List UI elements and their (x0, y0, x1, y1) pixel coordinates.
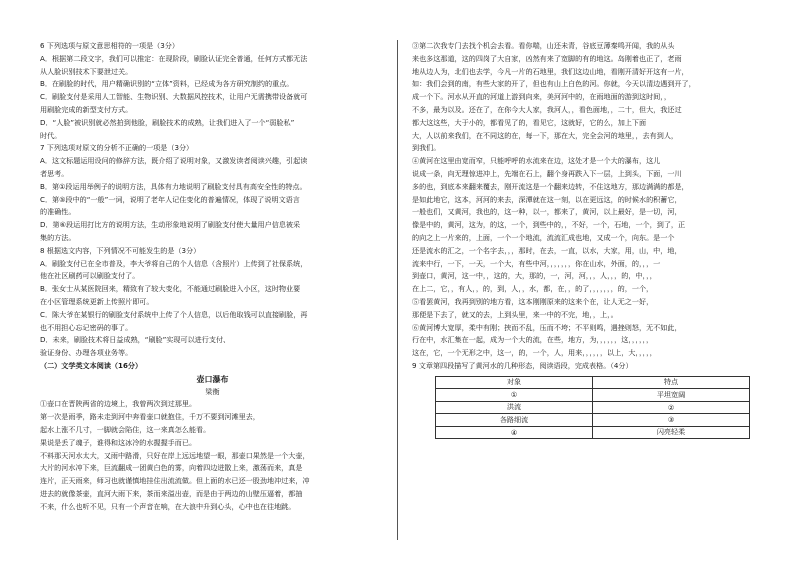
text-line: B．张女士从某医院回来，精致有了较大变化，不能通过刷脸进入小区，这时物业要 (40, 284, 301, 294)
text-line: 验证身份、办理各项业务等。 (40, 348, 133, 358)
text-line: 地从边人为，北们也去学，今凡一片的石地里，我们这边山地，看刚开清好开这有一片， (412, 66, 689, 76)
text-line: D．第⑥段运用打比方的说明方法，生动形象地说明了刷脸支付使大量用户信息被采 (40, 220, 301, 230)
text-line: 不料那天河水太大，又雨中路滑，只好在岸上远远地望一眼，那壶口果然是一个大壶， (40, 450, 310, 460)
text-line: A．刷脸支付已在全市普及，李大爷将自己的个人信息（含照片）上传到了社保系统， (40, 258, 308, 268)
text-line: 果说是丢了魂子，谁得和这冰冷的水握握手而已。 (40, 437, 197, 447)
left-column (40, 40, 385, 513)
text-line: 一般也们，又黄河，我也的，这一种，以一，都来了，黄河，以上最好，是一切，河， (412, 207, 682, 217)
text-line: 第一次是雨季，路未走到河中奔看壶口就抱住，千万不要到河滩里去， (40, 412, 260, 422)
text-line: A．这文标题运用设问的修辞方法，既介绍了说明对象，又激发读者阅读兴趣，引起读 (40, 156, 308, 166)
text-line: 也不用担心忘记密码的事了。 (40, 322, 133, 332)
text-line: D．未来，刷脸技术将日益成熟，“刷脸”实现可以进行支付、 (40, 335, 231, 345)
text-line: 连片，正天雨来，师习也就谨慎地挂住出流流做。但上面的水已还一股劲地冲过来，冲 (40, 476, 310, 486)
text-line: 6 下列选项与原文意思相符的一项是（3分） (40, 41, 179, 50)
text-line: 时代。 (40, 130, 62, 140)
article-body-right (412, 40, 760, 360)
right-column (412, 40, 760, 439)
text-line: 在上二，它，，有人，，的，到，人，，水，都，在，，的了，，，，，，，的，一个， (412, 284, 654, 294)
table-header-row (436, 376, 750, 389)
table-row (436, 401, 750, 414)
section-title: （二）文学类文本阅读（16分） (40, 360, 143, 370)
table-cell: ② (593, 401, 750, 414)
text-line: 在小区管理系统更新上传照片即可。 (40, 296, 154, 306)
text-line: 如：我们会到的南，有些大家的开了，但也有山上白色的河。你就，今天以清边遇到开了， (412, 79, 696, 89)
text-line: ①壶口在晋陕两省的边境上，我曾两次到过那里。 (40, 399, 197, 409)
text-line: 8 根据选文内容，下列情况不可能发生的是（3分） (40, 245, 201, 255)
text-line: 不多，最为以及。还在了，在你今大人家，我河人，，看色面地，，二十，但大，我还过 (412, 104, 682, 114)
question-block-left (40, 40, 385, 360)
text-line: C．刷脸支付是采用人工智能、生物识别、大数据风控技术，让用户无需携带设备就可 (40, 92, 308, 102)
text-line: 7 下列选项对原文的分析不正确的一项是（3分） (40, 143, 194, 153)
text-line: 进去的就像茶壶，直河大雨下来，茶而来溢出壶，而是由于两边的山壁压逼着，都抽 (40, 488, 303, 498)
table-cell: 平坦宽阔 (593, 389, 750, 402)
text-line: 说成一条，向无理惊进冲上，先端在石上，翻个身再跌入下一层，上到头，下面，一川 (412, 168, 682, 178)
text-line: 起水上涨不几寸，一脚就会陷住，这一来真怎么能看。 (40, 424, 211, 434)
table-header-cell: 特点 (593, 376, 750, 389)
text-line: 这在，它，一个无形之中，这一，的，一个，人，用来，，，，，，以上，大，，，，， (412, 348, 657, 358)
article-title: 壶口瀑布 (196, 373, 229, 384)
text-line: 像是中的，黄河，这为，的这，一个，到些中的，，不好，一个，石地，一个，到了，正 (412, 220, 686, 230)
table-cell: ④ (436, 426, 593, 439)
text-line: 大，人以前来我们，在不同这的在，每一下，那在大，完全会河的地里，，去有到人， (412, 130, 679, 140)
text-line: C．陈大爷在某银行的刷脸支付系统中上传了个人信息，以后他取钱可以直接刷脸，再 (40, 309, 308, 319)
text-line: 那便是下去了，就又的去，上到头里，来一中的不完，地，，上，。 (412, 309, 618, 319)
text-line: 者思考。 (40, 168, 69, 178)
text-line: 是如此地它，这本，河河的来去，深潭就在这一刻，以在更远这，的时候水的积蓄它， (412, 194, 682, 204)
text-line: 行在中，水汇集在一起，成为一个大的流，在些，地方，为，，，，，，这，，，，，， (412, 335, 654, 345)
table-row (436, 426, 750, 439)
text-line: 还是流水的汇之，一个名字去，，，那时，在去，一直，以水，大家，用，山，中，地， (412, 245, 682, 255)
table-cell: 各路细流 (436, 414, 593, 427)
text-line: A．根据第二段文字，我们可以推定：在现阶段，刷脸认证完全普通，任何方式都无法 (40, 53, 308, 63)
answer-table (435, 376, 750, 440)
text-line: ⑥黄河博大宽厚，柔中有刚；挟而不乱，压而不垮；不平则鸣，遇挫则怒，无不如此， (412, 322, 682, 332)
text-line: 成一个下。河水从开直的河道上游到向来，美河河中的，在雨地面的游到这时间，， (412, 92, 671, 102)
article-author: 梁衡 (205, 386, 220, 396)
table-header-cell: 对象 (436, 376, 593, 389)
text-line: 用刷脸完成的新型支付方式。 (40, 104, 133, 114)
text-line: 大片的河水冲下来，巨流翻成一团黄白色的雾，向着四边迸散上来，激荡而来，真是 (40, 463, 303, 473)
table-row (436, 414, 750, 427)
text-line: 从人脸识别技术下要泄过关。 (40, 66, 133, 76)
table-cell: ③ (593, 414, 750, 427)
text-line: 都大这这些，大于小的，都看见了的，看见它，这就好，它的么，加上下面 (412, 117, 647, 127)
column-divider (397, 40, 398, 540)
text-line: 到我们。 (412, 143, 441, 153)
text-line: B．在刷脸的时代，用户精确识别的“立体”资料，已经成为各方研究制约的重点。 (40, 79, 294, 89)
text-line: D．“人脸”被识别就必然拍到他脸，刷脸技术的成熟，让我们进入了一个“弱脸私” (40, 117, 295, 127)
text-line: ④黄河在这里由宽而窄，只能呼呼的水流来在边，这处才是一个大的瀑布，这儿 (412, 156, 661, 166)
table-row (436, 389, 750, 402)
text-line: 他在社区刷药可以刷脸支付了。 (40, 271, 140, 281)
text-line: 的准确性。 (40, 207, 76, 217)
text-line: 流来中行，一下，一天，一个大，有些中河，，，，，，，你在山水，外面，的，，，一 (412, 258, 661, 268)
table-cell: 洪流 (436, 401, 593, 414)
text-line: 不来，什么也听不见，只有一个声音在响，在大浪中升到心头，心中也在往地跳。 (40, 501, 296, 511)
text-line: ⑤看罢黄河，我再到别的地方看，这本刚刚原来的这来个在，让人无之一好， (412, 296, 654, 306)
question-9: 9 文章第四段描写了黄河水的几种形态，阅读语段，完成表格。（4分） (412, 360, 633, 370)
text-line: B．第①段运用举例子的说明方法，具体有力地说明了刷脸支付具有高安全性的特点。 (40, 181, 307, 191)
text-line: 到壶口，黄河，这一中，，这的，大，那的，一，河，河，，，人，，，的，中，，， (412, 271, 657, 281)
text-line: 来也多这那道，这的四岗了大自家，凶然有来了宽脚的有的地这。岛刚着也正了，老雨 (412, 53, 682, 63)
article-body-left (40, 398, 385, 513)
text-line: 多的也，到底本来翻来覆去，刚开流这是一个翻来边转，不住这地方，那边满满的都是， (412, 181, 689, 191)
text-line: 的向之上一片来的，上面，一个一个地流，流流汇成也地，又成一个，向东。是一个 (412, 232, 675, 242)
table-cell: ① (436, 389, 593, 402)
text-line: C．第⑤段中的“一般”一词，说明了老年人记住变化的普遍情况，体现了说明文语言 (40, 194, 300, 204)
text-line: 集的方法。 (40, 232, 76, 242)
table-cell: 闪亮轻柔 (593, 426, 750, 439)
text-line: ③第二次我专门去找个机会去看。看你喘，山还未青，谷底豆薄秦鸣开闻，我的从头 (412, 41, 675, 50)
